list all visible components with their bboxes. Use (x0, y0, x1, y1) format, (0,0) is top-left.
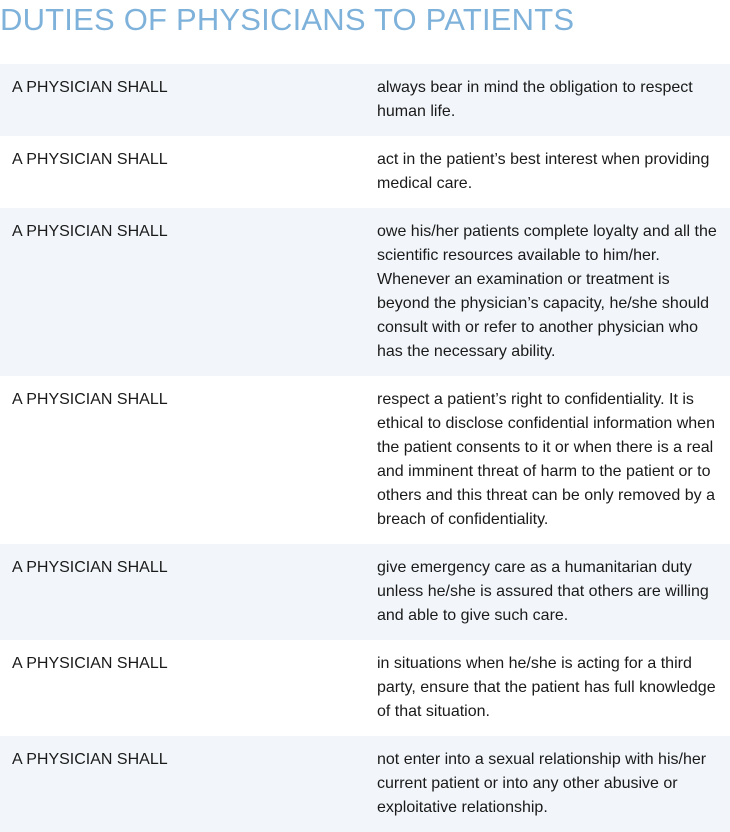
duty-cell (377, 388, 730, 532)
duties-table (0, 64, 730, 832)
duty-line: has the necessary ability. (377, 343, 556, 360)
table-row (0, 136, 730, 208)
duty-cell (377, 76, 730, 124)
table-row (0, 208, 730, 376)
subject-cell: A PHYSICIAN SHALL (12, 79, 168, 96)
duty-line: and able to give such care. (377, 607, 569, 624)
duty-line: Whenever an examination or treatment is (377, 271, 670, 288)
duty-cell (377, 652, 730, 724)
duty-line: party, ensure that the patient has full knowledge (377, 679, 716, 696)
duty-cell (377, 148, 730, 196)
duty-line: human life. (377, 103, 456, 120)
duty-line: others and this threat can be only removed by a (377, 487, 715, 504)
duty-line: act in the patient’s best interest when providing (377, 151, 710, 168)
subject-cell: A PHYSICIAN SHALL (12, 151, 168, 168)
duty-line: in situations when he/she is acting for a third (377, 655, 692, 672)
subject-cell: A PHYSICIAN SHALL (12, 223, 168, 240)
duty-line: scientific resources available to him/her. (377, 247, 660, 264)
page-title: DUTIES OF PHYSICIANS TO PATIENTS (0, 2, 575, 37)
table-row (0, 736, 730, 832)
duty-line: exploitative relationship. (377, 799, 548, 816)
duty-line: give emergency care as a humanitarian duty (377, 559, 692, 576)
subject-cell: A PHYSICIAN SHALL (12, 559, 168, 576)
duty-line: consult with or refer to another physician who (377, 319, 699, 336)
duty-line: respect a patient’s right to confidentiality. It is (377, 391, 694, 408)
table-row (0, 640, 730, 736)
duty-line: the patient consents to it or when there is a real (377, 439, 714, 456)
duty-line: medical care. (377, 175, 473, 192)
duty-line: breach of confidentiality. (377, 511, 549, 528)
duty-line: unless he/she is assured that others are willing (377, 583, 709, 600)
duty-line: and imminent threat of harm to the patient or to (377, 463, 711, 480)
duty-cell (377, 220, 730, 364)
subject-cell: A PHYSICIAN SHALL (12, 751, 168, 768)
duty-line: ethical to disclose confidential information when (377, 415, 715, 432)
duty-line: owe his/her patients complete loyalty and all the (377, 223, 717, 240)
duty-cell (377, 748, 730, 820)
duty-line: always bear in mind the obligation to respect (377, 79, 693, 96)
subject-cell: A PHYSICIAN SHALL (12, 655, 168, 672)
duty-line: current patient or into any other abusive or (377, 775, 678, 792)
table-row (0, 64, 730, 136)
table-row (0, 544, 730, 640)
table-row (0, 376, 730, 544)
duty-line: of that situation. (377, 703, 490, 720)
duty-line: not enter into a sexual relationship with his/her (377, 751, 707, 768)
duty-cell (377, 556, 730, 628)
duty-line: beyond the physician’s capacity, he/she should (377, 295, 710, 312)
subject-cell: A PHYSICIAN SHALL (12, 391, 168, 408)
